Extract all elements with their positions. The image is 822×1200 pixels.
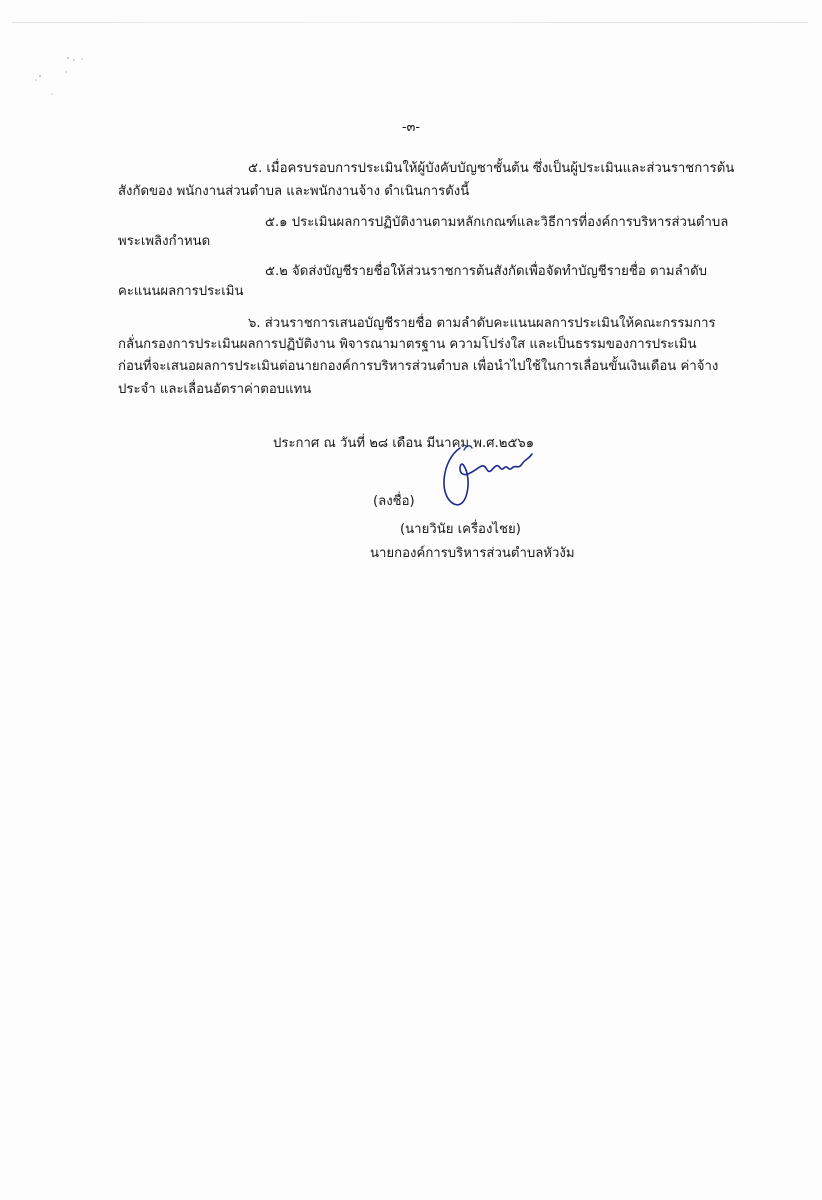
handwritten-signature: [420, 438, 550, 518]
paragraph-line: ประจำ และเลื่อนอัตราค่าตอบแทน: [118, 382, 312, 397]
paragraph-line: ๕.๑ ประเมินผลการปฏิบัติงานตามหลักเกณฑ์และวิธีการที่องค์การบริหารส่วนตำบล: [265, 215, 729, 230]
scan-specks: [30, 50, 90, 100]
scan-edge-line: [12, 22, 808, 23]
paragraph-line: ก่อนที่จะเสนอผลการประเมินต่อนายกองค์การบริหารส่วนตำบล เพื่อนำไปใช้ในการเลื่อนขั้นเงินเดือน ค่าจ้าง: [118, 359, 719, 374]
paragraph-line: ๕. เมื่อครบรอบการประเมินให้ผู้บังคับบัญชาชั้นต้น ซึ่งเป็นผู้ประเมินและส่วนราชการต้น: [248, 161, 735, 176]
paragraph-line: สังกัดของ พนักงานส่วนตำบล และพนักงานจ้าง ดำเนินการดังนี้: [118, 184, 470, 199]
paragraph-line: พระเพลิงกำหนด: [118, 234, 211, 249]
signatory-position: นายกองค์การบริหารส่วนตำบลหัวงัม: [370, 546, 575, 561]
page-number: -๓-: [401, 120, 421, 135]
paragraph-line: กลั่นกรองการประเมินผลการปฏิบัติงาน พิจารณามาตรฐาน ความโปร่งใส และเป็นธรรมของการประเมิน: [118, 337, 697, 352]
announcement-date: ประกาศ ณ วันที่ ๒๘ เดือน มีนาคม พ.ศ.๒๕๖๑: [273, 436, 535, 451]
signatory-name: (นายวินัย เครื่องไชย): [400, 522, 521, 537]
paragraph-line: คะแนนผลการประเมิน: [118, 284, 244, 299]
paragraph-line: ๕.๒ จัดส่งบัญชีรายชื่อให้ส่วนราชการต้นสังกัดเพื่อจัดทำบัญชีรายชื่อ ตามลำดับ: [265, 264, 708, 279]
paragraph-line: ๖. ส่วนราชการเสนอบัญชีรายชื่อ ตามลำดับคะแนนผลการประเมินให้คณะกรรมการ: [248, 316, 716, 331]
signed-label: (ลงชื่อ): [373, 494, 415, 509]
